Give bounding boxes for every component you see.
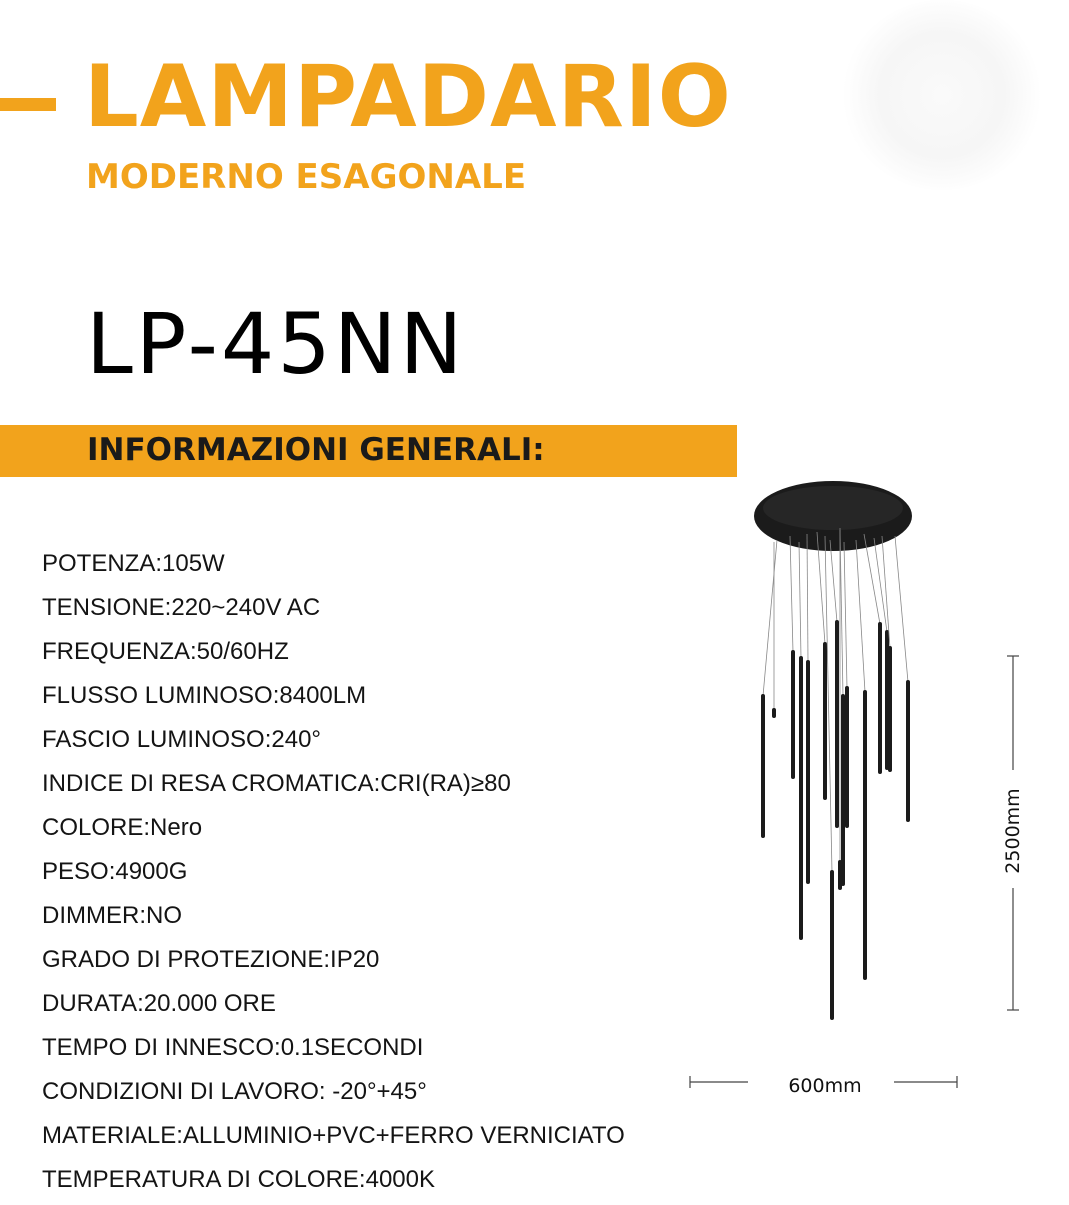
product-subtitle: MODERNO ESAGONALE — [86, 157, 527, 197]
spec-voltage: TENSIONE:220~240V AC — [42, 594, 321, 621]
spec-color: COLORE:Nero — [42, 814, 203, 841]
spec-color-temperature: TEMPERATURA DI COLORE:4000K — [42, 1166, 435, 1193]
spec-beam-angle: FASCIO LUMINOSO:240° — [42, 726, 322, 753]
background-glow — [842, 0, 1042, 190]
pendant-wire — [874, 538, 887, 632]
height-dimension-label — [998, 776, 1028, 886]
spec-dimmer: DIMMER:NO — [42, 902, 182, 929]
pendant-wire — [807, 534, 808, 662]
spec-working-conditions: CONDIZIONI DI LAVORO: -20°+45° — [42, 1078, 427, 1105]
model-code: LP-45NN — [86, 295, 466, 393]
spec-start-time: TEMPO DI INNESCO:0.1SECONDI — [42, 1034, 424, 1061]
spec-list — [42, 545, 625, 1205]
pendant-wire — [844, 542, 847, 688]
pendant-wire — [856, 540, 865, 692]
pendant-wire — [895, 536, 908, 682]
section-title: INFORMAZIONI GENERALI: — [87, 432, 545, 468]
pendant-wire — [763, 540, 777, 696]
section-banner — [0, 425, 737, 477]
accent-dash — [0, 98, 56, 111]
width-dimension-label: 600mm — [788, 1075, 862, 1097]
spec-material: MATERIALE:ALLUMINIO+PVC+FERRO VERNICIATO — [42, 1122, 625, 1149]
spec-frequency: FREQUENZA:50/60HZ — [42, 638, 289, 665]
spec-power: POTENZA:105W — [42, 550, 225, 577]
pendant-wire — [840, 530, 843, 696]
pendant-wire — [830, 540, 837, 622]
spec-lifetime: DURATA:20.000 ORE — [42, 990, 276, 1017]
height-value: 2500mm — [1002, 788, 1024, 874]
spec-luminous-flux: FLUSSO LUMINOSO:8400LM — [42, 682, 367, 709]
spec-cri: INDICE DI RESA CROMATICA:CRI(RA)≥80 — [42, 770, 511, 797]
pendant-wire — [790, 536, 793, 652]
product-title: LAMPADARIO — [84, 47, 732, 147]
pendant-wire — [864, 534, 880, 624]
pendant-wire — [799, 542, 801, 658]
pendant-rods — [763, 528, 908, 1018]
spec-protection: GRADO DI PROTEZIONE:IP20 — [42, 946, 380, 973]
canopy-highlight — [763, 486, 903, 530]
spec-weight: PESO:4900G — [42, 858, 188, 885]
